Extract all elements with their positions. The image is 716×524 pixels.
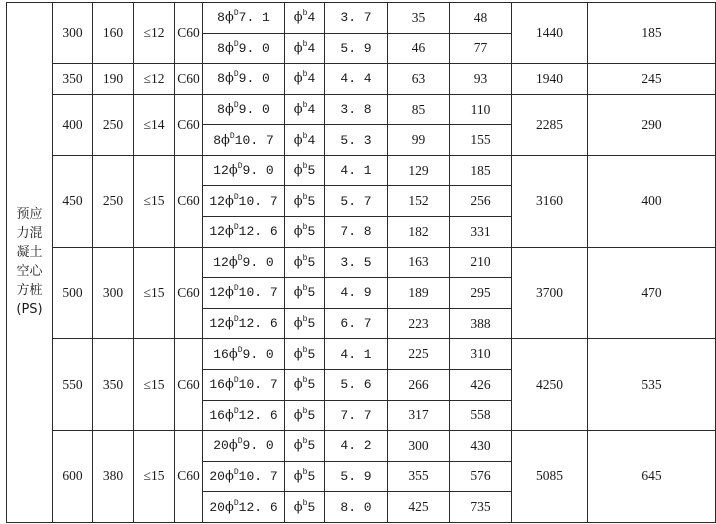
grade-cell: C60	[175, 94, 203, 155]
phi-symbol: ϕ	[293, 224, 303, 240]
crack-moment-cell: 266	[388, 369, 450, 400]
bar-diameter: 10. 7	[238, 468, 278, 484]
ratio-cell: 4. 2	[325, 431, 388, 462]
bar-diameter: 9. 0	[238, 102, 270, 118]
table-row	[7, 155, 716, 186]
spiral-diameter: 5	[307, 163, 316, 179]
grade-cell: C60	[175, 339, 203, 431]
pile-type-label	[7, 3, 53, 523]
length-cell: ≤12	[134, 3, 175, 64]
phi-symbol: ϕ	[293, 407, 303, 423]
phi-symbol: ϕ	[224, 316, 234, 332]
prestress-bar-cell	[203, 217, 285, 248]
pile-type-line: 空心	[16, 264, 43, 280]
spiral-grade-sup: b	[302, 192, 308, 202]
bar-count: 12	[209, 316, 225, 332]
spiral-diameter: 5	[307, 346, 316, 362]
spiral-grade-sup: b	[302, 376, 308, 386]
bar-grade-sup: D	[237, 253, 243, 263]
phi-symbol: ϕ	[293, 285, 303, 301]
spiral-cell	[285, 125, 325, 156]
bar-grade-sup: D	[233, 467, 239, 477]
crack-moment-cell: 182	[388, 217, 450, 248]
spiral-cell	[285, 461, 325, 492]
ratio-cell: 3. 8	[325, 94, 388, 125]
spiral-cell	[285, 94, 325, 125]
capacity-cell: 2285	[512, 94, 588, 155]
bar-count: 12	[213, 254, 229, 270]
bar-grade-sup: D	[237, 345, 243, 355]
inner-size-cell: 250	[93, 155, 134, 247]
bar-grade-sup: D	[233, 406, 239, 416]
crack-moment-cell: 63	[388, 64, 450, 95]
bar-count: 8	[213, 132, 222, 148]
prestress-bar-cell	[203, 247, 285, 278]
bar-count: 12	[209, 193, 225, 209]
pile-spec-table	[6, 2, 716, 523]
bar-diameter: 12. 6	[238, 407, 278, 423]
crack-moment-cell: 225	[388, 339, 450, 370]
spiral-diameter: 5	[307, 316, 316, 332]
crack-moment-cell: 189	[388, 278, 450, 309]
phi-symbol: ϕ	[293, 102, 303, 118]
bar-count: 12	[209, 285, 225, 301]
weight-cell: 290	[588, 94, 716, 155]
bar-count: 12	[213, 163, 229, 179]
spiral-diameter: 5	[307, 468, 316, 484]
bar-grade-sup: D	[233, 223, 239, 233]
spiral-grade-sup: b	[302, 467, 308, 477]
capacity-cell: 1440	[512, 3, 588, 64]
spiral-grade-sup: b	[302, 437, 308, 447]
length-cell: ≤15	[134, 431, 175, 523]
spiral-grade-sup: b	[302, 101, 308, 111]
table-row	[7, 431, 716, 462]
bar-diameter: 9. 0	[242, 163, 274, 179]
ratio-cell: 3. 5	[325, 247, 388, 278]
spiral-cell	[285, 308, 325, 339]
ratio-cell: 5. 3	[325, 125, 388, 156]
spiral-cell	[285, 492, 325, 523]
phi-symbol: ϕ	[293, 132, 303, 148]
spiral-grade-sup: b	[302, 284, 308, 294]
spiral-diameter: 4	[307, 10, 316, 26]
bar-diameter: 7. 1	[238, 10, 270, 26]
prestress-bar-cell	[203, 308, 285, 339]
ultimate-moment-cell: 93	[450, 64, 512, 95]
ratio-cell: 7. 8	[325, 217, 388, 248]
crack-moment-cell: 425	[388, 492, 450, 523]
spiral-diameter: 5	[307, 377, 316, 393]
inner-size-cell: 250	[93, 94, 134, 155]
phi-symbol: ϕ	[221, 132, 230, 148]
bar-diameter: 12. 6	[238, 316, 278, 332]
ultimate-moment-cell: 155	[450, 125, 512, 156]
bar-grade-sup: D	[233, 376, 239, 386]
bar-count: 8	[217, 40, 225, 56]
bar-grade-sup: D	[233, 9, 239, 19]
inner-size-cell: 350	[93, 339, 134, 431]
spiral-diameter: 5	[307, 407, 316, 423]
bar-grade-sup: D	[233, 101, 239, 111]
prestress-bar-cell	[203, 125, 285, 156]
prestress-bar-cell	[203, 3, 285, 34]
phi-symbol: ϕ	[224, 499, 234, 515]
pile-type-line: 力混	[16, 226, 43, 242]
phi-symbol: ϕ	[293, 71, 303, 87]
ultimate-moment-cell: 295	[450, 278, 512, 309]
bar-diameter: 10. 7	[238, 377, 278, 393]
ultimate-moment-cell: 77	[450, 33, 512, 64]
weight-cell: 245	[588, 64, 716, 95]
spiral-grade-sup: b	[302, 70, 308, 80]
phi-symbol: ϕ	[224, 193, 234, 209]
pile-type-line: 预应	[16, 207, 43, 223]
table-row	[7, 339, 716, 370]
bar-count: 16	[209, 377, 225, 393]
phi-symbol: ϕ	[293, 438, 303, 454]
grade-cell: C60	[175, 155, 203, 247]
prestress-bar-cell	[203, 278, 285, 309]
phi-symbol: ϕ	[293, 346, 303, 362]
crack-moment-cell: 317	[388, 400, 450, 431]
ratio-cell: 3. 7	[325, 3, 388, 34]
spiral-diameter: 5	[307, 285, 316, 301]
outer-size-cell: 400	[53, 94, 93, 155]
length-cell: ≤15	[134, 339, 175, 431]
ultimate-moment-cell: 185	[450, 155, 512, 186]
crack-moment-cell: 223	[388, 308, 450, 339]
weight-cell: 645	[588, 431, 716, 523]
phi-symbol: ϕ	[293, 254, 303, 270]
spiral-grade-sup: b	[302, 223, 308, 233]
bar-diameter: 9. 0	[242, 346, 274, 362]
pile-type-line: 方桩	[16, 283, 43, 299]
bar-count: 20	[209, 499, 225, 515]
bar-count: 8	[217, 102, 225, 118]
crack-moment-cell: 152	[388, 186, 450, 217]
inner-size-cell: 160	[93, 3, 134, 64]
spiral-cell	[285, 339, 325, 370]
bar-grade-sup: D	[229, 131, 235, 141]
spiral-cell	[285, 64, 325, 95]
bar-diameter: 9. 0	[238, 40, 270, 56]
spiral-cell	[285, 369, 325, 400]
ratio-cell: 5. 6	[325, 369, 388, 400]
ultimate-moment-cell: 426	[450, 369, 512, 400]
ultimate-moment-cell: 388	[450, 308, 512, 339]
prestress-bar-cell	[203, 400, 285, 431]
capacity-cell: 4250	[512, 339, 588, 431]
phi-symbol: ϕ	[224, 407, 234, 423]
weight-cell: 185	[588, 3, 716, 64]
inner-size-cell: 380	[93, 431, 134, 523]
outer-size-cell: 600	[53, 431, 93, 523]
spiral-grade-sup: b	[302, 315, 308, 325]
ultimate-moment-cell: 110	[450, 94, 512, 125]
spiral-diameter: 5	[307, 499, 316, 515]
outer-size-cell: 300	[53, 3, 93, 64]
spiral-grade-sup: b	[302, 39, 308, 49]
spiral-diameter: 5	[307, 438, 316, 454]
inner-size-cell: 190	[93, 64, 134, 95]
prestress-bar-cell	[203, 155, 285, 186]
bar-count: 16	[209, 407, 225, 423]
ratio-cell: 5. 9	[325, 461, 388, 492]
weight-cell: 470	[588, 247, 716, 339]
crack-moment-cell: 163	[388, 247, 450, 278]
pile-type-line: 凝土	[16, 245, 43, 261]
spiral-cell	[285, 3, 325, 34]
phi-symbol: ϕ	[293, 193, 303, 209]
prestress-bar-cell	[203, 461, 285, 492]
phi-symbol: ϕ	[224, 224, 234, 240]
bar-count: 8	[217, 10, 225, 26]
ultimate-moment-cell: 331	[450, 217, 512, 248]
prestress-bar-cell	[203, 369, 285, 400]
spiral-diameter: 5	[307, 254, 316, 270]
ratio-cell: 6. 7	[325, 308, 388, 339]
spiral-grade-sup: b	[302, 498, 308, 508]
spiral-cell	[285, 247, 325, 278]
capacity-cell: 5085	[512, 431, 588, 523]
grade-cell: C60	[175, 64, 203, 95]
grade-cell: C60	[175, 431, 203, 523]
spiral-grade-sup: b	[302, 9, 308, 19]
spiral-grade-sup: b	[302, 406, 308, 416]
crack-moment-cell: 355	[388, 461, 450, 492]
table-row	[7, 3, 716, 34]
phi-symbol: ϕ	[293, 163, 303, 179]
phi-symbol: ϕ	[228, 163, 238, 179]
spiral-cell	[285, 186, 325, 217]
spiral-diameter: 4	[307, 71, 316, 87]
prestress-bar-cell	[203, 64, 285, 95]
ratio-cell: 4. 1	[325, 155, 388, 186]
bar-grade-sup: D	[233, 284, 239, 294]
bar-diameter: 9. 0	[242, 438, 274, 454]
spiral-cell	[285, 431, 325, 462]
weight-cell: 535	[588, 339, 716, 431]
bar-diameter: 10. 7	[234, 132, 274, 148]
ultimate-moment-cell: 430	[450, 431, 512, 462]
bar-grade-sup: D	[237, 162, 243, 172]
prestress-bar-cell	[203, 492, 285, 523]
spiral-grade-sup: b	[302, 162, 308, 172]
prestress-bar-cell	[203, 94, 285, 125]
phi-symbol: ϕ	[224, 285, 234, 301]
ratio-cell: 4. 9	[325, 278, 388, 309]
outer-size-cell: 450	[53, 155, 93, 247]
crack-moment-cell: 46	[388, 33, 450, 64]
ratio-cell: 5. 9	[325, 33, 388, 64]
prestress-bar-cell	[203, 431, 285, 462]
bar-grade-sup: D	[233, 39, 239, 49]
ratio-cell: 5. 7	[325, 186, 388, 217]
outer-size-cell: 550	[53, 339, 93, 431]
bar-count: 12	[209, 224, 225, 240]
prestress-bar-cell	[203, 339, 285, 370]
bar-diameter: 10. 7	[238, 193, 278, 209]
spiral-grade-sup: b	[302, 253, 308, 263]
weight-cell: 400	[588, 155, 716, 247]
phi-symbol: ϕ	[228, 438, 238, 454]
phi-symbol: ϕ	[293, 499, 303, 515]
spiral-grade-sup: b	[302, 345, 308, 355]
length-cell: ≤14	[134, 94, 175, 155]
grade-cell: C60	[175, 247, 203, 339]
bar-diameter: 9. 0	[242, 254, 274, 270]
crack-moment-cell: 99	[388, 125, 450, 156]
ultimate-moment-cell: 558	[450, 400, 512, 431]
table-row	[7, 94, 716, 125]
prestress-bar-cell	[203, 33, 285, 64]
phi-symbol: ϕ	[224, 71, 234, 87]
bar-count: 16	[213, 346, 229, 362]
spiral-diameter: 4	[307, 40, 316, 56]
grade-cell: C60	[175, 3, 203, 64]
outer-size-cell: 500	[53, 247, 93, 339]
spiral-diameter: 4	[307, 132, 316, 148]
phi-symbol: ϕ	[293, 10, 303, 26]
pile-type-line: (PS)	[16, 302, 43, 318]
bar-diameter: 9. 0	[238, 71, 270, 87]
phi-symbol: ϕ	[228, 254, 238, 270]
length-cell: ≤15	[134, 247, 175, 339]
ratio-cell: 4. 4	[325, 64, 388, 95]
bar-count: 20	[213, 438, 229, 454]
bar-diameter: 10. 7	[238, 285, 278, 301]
spiral-cell	[285, 33, 325, 64]
phi-symbol: ϕ	[228, 346, 238, 362]
bar-grade-sup: D	[233, 315, 239, 325]
bar-grade-sup: D	[237, 437, 243, 447]
crack-moment-cell: 35	[388, 3, 450, 34]
phi-symbol: ϕ	[224, 377, 234, 393]
spiral-cell	[285, 217, 325, 248]
ultimate-moment-cell: 256	[450, 186, 512, 217]
crack-moment-cell: 85	[388, 94, 450, 125]
capacity-cell: 3700	[512, 247, 588, 339]
phi-symbol: ϕ	[293, 40, 303, 56]
spiral-diameter: 5	[307, 193, 316, 209]
spiral-grade-sup: b	[302, 131, 308, 141]
bar-grade-sup: D	[233, 192, 239, 202]
ultimate-moment-cell: 735	[450, 492, 512, 523]
bar-grade-sup: D	[233, 498, 239, 508]
length-cell: ≤15	[134, 155, 175, 247]
spiral-diameter: 4	[307, 102, 316, 118]
capacity-cell: 3160	[512, 155, 588, 247]
ultimate-moment-cell: 576	[450, 461, 512, 492]
ratio-cell: 8. 0	[325, 492, 388, 523]
spiral-cell	[285, 400, 325, 431]
spiral-diameter: 5	[307, 224, 316, 240]
phi-symbol: ϕ	[293, 468, 303, 484]
phi-symbol: ϕ	[293, 316, 303, 332]
bar-grade-sup: D	[233, 70, 239, 80]
bar-diameter: 12. 6	[238, 224, 278, 240]
phi-symbol: ϕ	[293, 377, 303, 393]
prestress-bar-cell	[203, 186, 285, 217]
ultimate-moment-cell: 210	[450, 247, 512, 278]
ratio-cell: 4. 1	[325, 339, 388, 370]
outer-size-cell: 350	[53, 64, 93, 95]
bar-diameter: 12. 6	[238, 499, 278, 515]
spiral-cell	[285, 278, 325, 309]
crack-moment-cell: 300	[388, 431, 450, 462]
bar-count: 8	[217, 71, 225, 87]
phi-symbol: ϕ	[224, 468, 234, 484]
phi-symbol: ϕ	[224, 102, 234, 118]
capacity-cell: 1940	[512, 64, 588, 95]
inner-size-cell: 300	[93, 247, 134, 339]
table-row	[7, 247, 716, 278]
table-row	[7, 64, 716, 95]
ratio-cell: 7. 7	[325, 400, 388, 431]
phi-symbol: ϕ	[224, 10, 234, 26]
ultimate-moment-cell: 48	[450, 3, 512, 34]
phi-symbol: ϕ	[224, 40, 234, 56]
length-cell: ≤12	[134, 64, 175, 95]
spiral-cell	[285, 155, 325, 186]
bar-count: 20	[209, 468, 225, 484]
ultimate-moment-cell: 310	[450, 339, 512, 370]
crack-moment-cell: 129	[388, 155, 450, 186]
